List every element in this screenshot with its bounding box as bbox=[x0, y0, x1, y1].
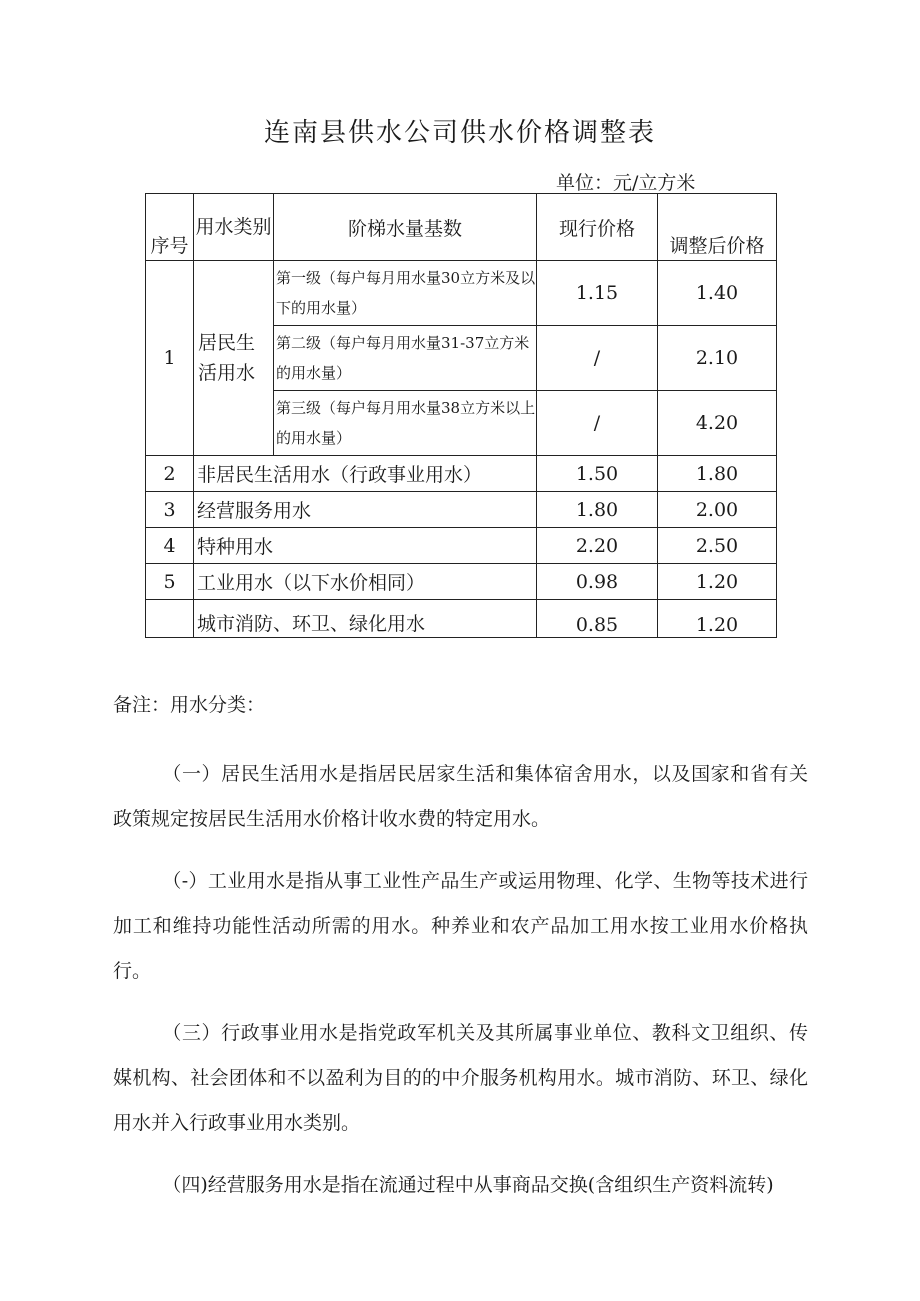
row-current-price: 1.80 bbox=[537, 492, 658, 528]
note-paragraph: （一）居民生活用水是指居民居家生活和集体宿舍用水，以及国家和省有关政策规定按居民生活用水价格计收水费的特定用水。 bbox=[113, 763, 808, 830]
tier-basis: 第一级（每户每月用水量30立方米及以下的用水量） bbox=[274, 261, 537, 326]
row-adjusted-price: 1.20 bbox=[658, 600, 777, 638]
tier-current-price: 1.15 bbox=[537, 261, 658, 326]
row-current-price: 0.98 bbox=[537, 564, 658, 600]
header-seq: 序号 bbox=[146, 194, 194, 261]
row-seq bbox=[146, 600, 194, 638]
header-current: 现行价格 bbox=[537, 194, 658, 261]
row-adjusted-price: 2.00 bbox=[658, 492, 777, 528]
table-header-row bbox=[146, 194, 777, 261]
header-adjusted: 调整后价格 bbox=[658, 194, 777, 261]
note-paragraph: （四)经营服务用水是指在流通过程中从事商品交换(含组织生产资料流转) bbox=[162, 1174, 774, 1196]
row-type: 特种用水 bbox=[194, 528, 537, 564]
header-tier: 阶梯水量基数 bbox=[274, 194, 537, 261]
note-paragraph: （-）工业用水是指从事工业性产品生产或运用物理、化学、生物等技术进行加工和维持功能性活动所需的用水。种养业和农产品加工用水按工业用水价格执行。 bbox=[113, 870, 808, 982]
row-adjusted-price: 1.80 bbox=[658, 456, 777, 492]
notes-heading: 备注：用水分类： bbox=[113, 694, 266, 716]
row-seq: 2 bbox=[146, 456, 194, 492]
row-current-price: 0.85 bbox=[537, 600, 658, 638]
table-row bbox=[146, 564, 777, 600]
tier-adjusted-price: 2.10 bbox=[658, 326, 777, 391]
row-type: 经营服务用水 bbox=[194, 492, 537, 528]
tier-adjusted-price: 4.20 bbox=[658, 391, 777, 456]
note-paragraph: （三）行政事业用水是指党政军机关及其所属事业单位、教科文卫组织、传媒机构、社会团体和不以盈利为目的的中介服务机构用水。城市消防、环卫、绿化用水并入行政事业用水类别。 bbox=[113, 1022, 808, 1134]
tier-current-price: / bbox=[537, 391, 658, 456]
row-current-price: 2.20 bbox=[537, 528, 658, 564]
row-seq: 3 bbox=[146, 492, 194, 528]
row-adjusted-price: 2.50 bbox=[658, 528, 777, 564]
table-row bbox=[146, 261, 777, 326]
row-seq: 4 bbox=[146, 528, 194, 564]
table-row bbox=[146, 600, 777, 638]
tier-adjusted-price: 1.40 bbox=[658, 261, 777, 326]
notes-section bbox=[113, 690, 808, 1225]
row-type: 非居民生活用水（行政事业用水） bbox=[194, 456, 537, 492]
table-row bbox=[146, 528, 777, 564]
row-adjusted-price: 1.20 bbox=[658, 564, 777, 600]
price-table bbox=[145, 193, 777, 638]
tier-basis: 第三级（每户每月用水量38立方米以上的用水量） bbox=[274, 391, 537, 456]
residential-seq: 1 bbox=[146, 261, 194, 456]
residential-type: 居民生活用水 bbox=[194, 261, 274, 456]
row-seq: 5 bbox=[146, 564, 194, 600]
page-title: 连南县供水公司供水价格调整表 bbox=[263, 118, 656, 148]
header-type: 用水类别 bbox=[194, 194, 274, 261]
tier-basis: 第二级（每户每月用水量31-37立方米的用水量） bbox=[274, 326, 537, 391]
tier-current-price: / bbox=[537, 326, 658, 391]
table-row bbox=[146, 456, 777, 492]
row-type: 工业用水（以下水价相同） bbox=[194, 564, 537, 600]
unit-label: 单位：元/立方米 bbox=[556, 172, 696, 194]
row-type: 城市消防、环卫、绿化用水 bbox=[194, 600, 537, 638]
row-current-price: 1.50 bbox=[537, 456, 658, 492]
table-row bbox=[146, 492, 777, 528]
